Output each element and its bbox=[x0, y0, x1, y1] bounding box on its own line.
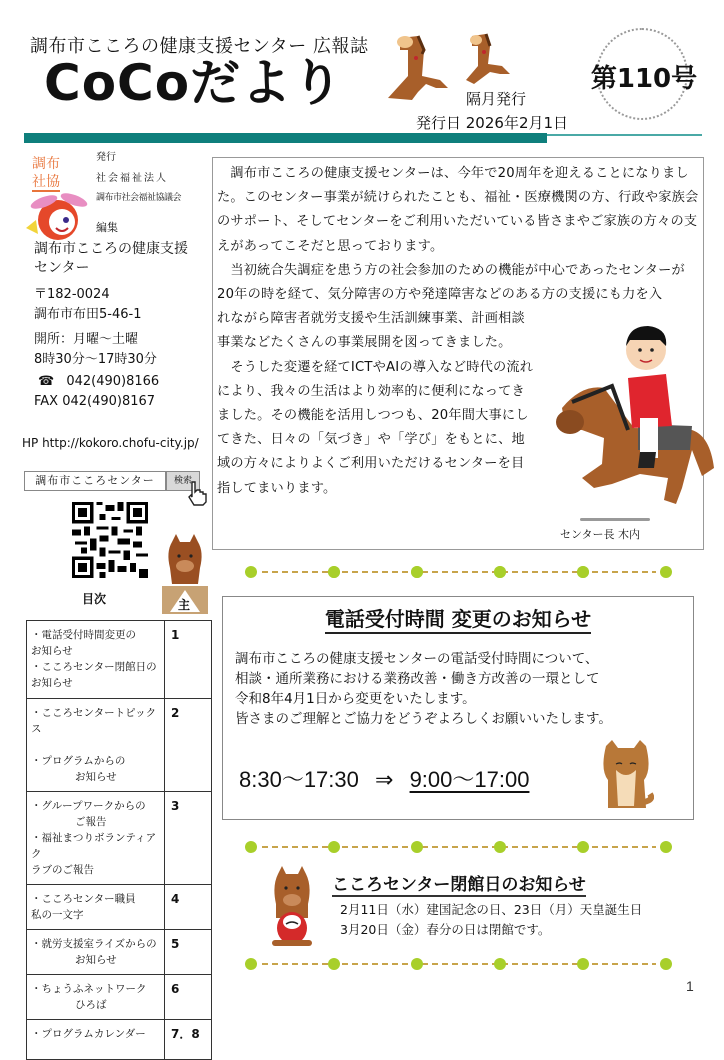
hours-change bbox=[239, 763, 529, 794]
qr-code bbox=[72, 502, 148, 578]
toc-row-items: ・ちょうふネットワーク ひろば bbox=[27, 975, 165, 1020]
postal-code: 〒182-0024 bbox=[34, 287, 110, 302]
toc-row-items: ・こころセンター職員 私の一文字 bbox=[27, 885, 165, 930]
header-rule-light bbox=[547, 134, 702, 136]
issue-number: 第110号 bbox=[590, 64, 698, 94]
greeting-paragraph: 調布市こころの健康支援センターは、今年で20周年を迎えることになりました。このセンター事業が続けられたことも、福祉・医療機関の方、行政や家族会のサポート、そしてセンターをご利用いただいている皆さまやご家族の方々の支えがあってこそだと思っております。 bbox=[217, 166, 699, 254]
button-divider-decoration bbox=[244, 840, 674, 854]
horse-daruma-illustration bbox=[268, 866, 316, 948]
toc-row-items: ・プログラムカレンダー bbox=[27, 1020, 165, 1060]
newsletter-subtitle: 調布市こころの健康支援センター 広報誌 bbox=[30, 36, 369, 57]
issue-badge bbox=[590, 28, 698, 128]
new-hours: 9:00～17:00 bbox=[409, 767, 530, 792]
horse-rider-illustration bbox=[542, 318, 718, 518]
table-of-contents bbox=[26, 620, 212, 1060]
toc-page-number: 2 bbox=[165, 699, 212, 792]
toc-row-items: ・電話受付時間変更の お知らせ ・こころセンター閉館日の お知らせ bbox=[27, 621, 165, 699]
ground-shadow bbox=[580, 518, 650, 521]
toc-page-number: 1 bbox=[165, 621, 212, 699]
open-days: 開所：月曜～土曜 bbox=[34, 332, 139, 347]
phone-icon: ☎ bbox=[38, 374, 55, 389]
toc-row[interactable] bbox=[27, 792, 212, 885]
toc-row-items: ・こころセンタートピックス ・プログラムからの お知らせ bbox=[27, 699, 165, 792]
publication-frequency: 隔月発行 bbox=[466, 90, 527, 108]
toc-page-number: 5 bbox=[165, 930, 212, 975]
search-keyword-box: 調布市こころセンター bbox=[24, 471, 166, 491]
bowing-dog-illustration bbox=[598, 740, 654, 816]
toc-page-number: 3 bbox=[165, 792, 212, 885]
toc-row[interactable] bbox=[27, 699, 212, 792]
greeting-paragraph: れながら障害者就労支援や生活訓練事業、計画相談事業などたくさんの事業展開を図ってきました。 bbox=[217, 311, 525, 351]
publication-date: 発行日 2026年2月1日 bbox=[416, 114, 569, 132]
center-name: 調布市こころの健康支援センター bbox=[34, 241, 188, 276]
toc-row[interactable] bbox=[27, 975, 212, 1020]
notice-title: 電話受付時間 変更のお知らせ bbox=[223, 603, 693, 632]
fax-number: FAX 042(490)8167 bbox=[34, 394, 156, 409]
toc-row-items: ・グループワークからの ご報告 ・福祉まつりボランティアク ラブのご報告 bbox=[27, 792, 165, 885]
closure-dates-line: 3月20日（金）春分の日は閉館です。 bbox=[340, 922, 551, 937]
greeting-signature: センター長 木内 bbox=[560, 528, 641, 541]
closure-dates-line: 2月11日（水）建国記念の日、23日（月）天皇誕生日 bbox=[340, 902, 643, 917]
issued-by-label: 発行 bbox=[96, 152, 116, 163]
toc-page-number: 4 bbox=[165, 885, 212, 930]
old-hours: 8:30～17:30 bbox=[239, 767, 359, 792]
button-divider-decoration bbox=[244, 957, 674, 971]
homepage-link[interactable]: HP http://kokoro.chofu-city.jp/ bbox=[22, 436, 199, 450]
button-divider-decoration bbox=[244, 565, 674, 579]
closure-title: こころセンター閉館日のお知らせ bbox=[332, 870, 586, 897]
toc-row[interactable] bbox=[27, 885, 212, 930]
corporation-type: 社会福祉法人 bbox=[96, 173, 168, 184]
toc-page-number: 6 bbox=[165, 975, 212, 1020]
address: 調布市布田5-46-1 bbox=[34, 307, 142, 322]
svg-text:社協: 社協 bbox=[32, 174, 60, 190]
toc-row[interactable] bbox=[27, 621, 212, 699]
search-button-graphic: 検索 bbox=[166, 471, 200, 491]
svg-text:調布: 調布 bbox=[32, 156, 60, 172]
toc-row[interactable] bbox=[27, 1020, 212, 1060]
horse-calligraphy-illustration bbox=[160, 534, 210, 614]
open-hours: 8時30分～17時30分 bbox=[34, 352, 157, 367]
greeting-paragraph: そうした変遷を経てICTやAIの導入など時代の流れにより、我々の生活はより効率的に便利になってきました。その機能を活用しつつも、20年間大事にしてきた、日々の「気づき」や「学び」をもとに、地域の方々によりよくご利用いただけるセンターを目指してまいります。 bbox=[217, 359, 534, 496]
notice-body: 調布市こころの健康支援センターの電話受付時間について、 相談・通所業務における業務改善・働き方改善の一環として 令和8年4月1日から変更をいたします。 皆さまのご理解とご協力をどうぞよろしくお願いいたします。 bbox=[235, 651, 612, 727]
toc-heading: 目次 bbox=[82, 592, 107, 606]
shakyo-logo bbox=[22, 150, 92, 244]
header-rule-dark bbox=[24, 133, 547, 143]
toc-page-number: 7．8 bbox=[165, 1020, 212, 1060]
hand-cursor-icon bbox=[186, 480, 210, 506]
phone-value: 042(490)8166 bbox=[66, 374, 160, 389]
page-number: 1 bbox=[686, 978, 694, 994]
greeting-paragraph: 当初統合失調症を患う方の社会参加のための機能が中心であったセンターが20年の時を経て、気分障害の方や発達障害などのある方の支援にも力を入 bbox=[217, 262, 685, 303]
edited-by-label: 編集 bbox=[96, 221, 118, 234]
toc-row-items: ・就労支援室ライズからの お知らせ bbox=[27, 930, 165, 975]
arrow-icon: ⇒ bbox=[375, 767, 394, 792]
svg-text:主: 主 bbox=[178, 598, 191, 612]
phone-number bbox=[38, 374, 159, 389]
publisher-organization: 調布市社会福祉協議会 bbox=[96, 193, 182, 203]
toc-row[interactable] bbox=[27, 930, 212, 975]
newsletter-title: CoCoだより bbox=[44, 54, 344, 112]
